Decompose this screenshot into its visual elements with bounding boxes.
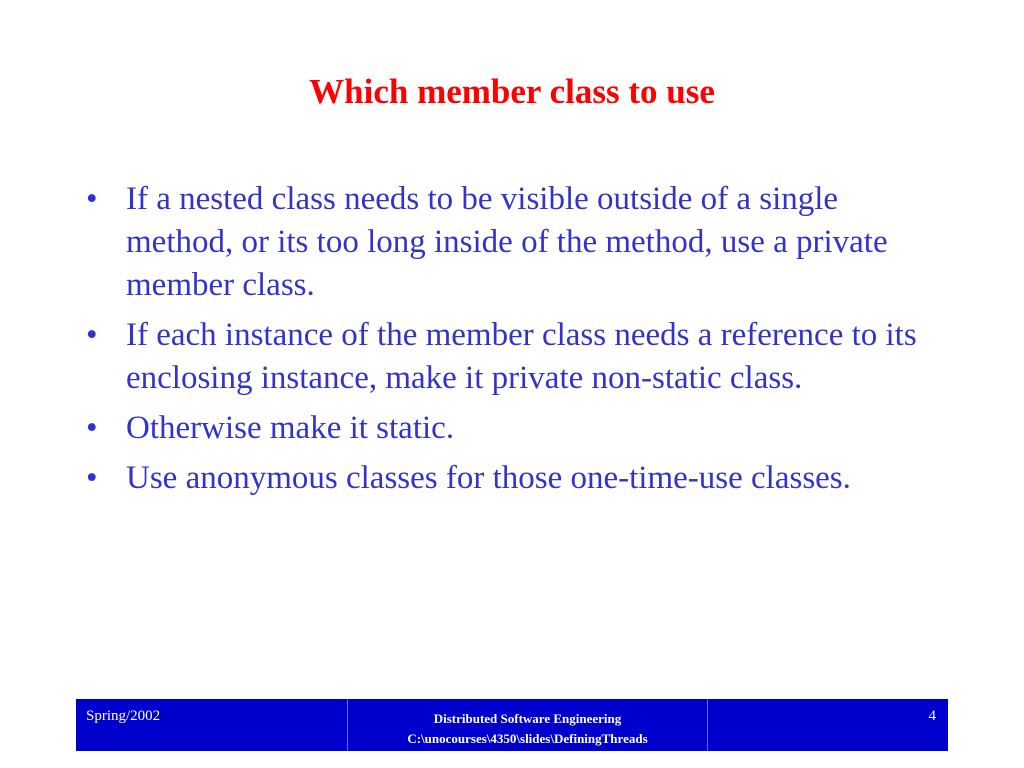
bullet-item xyxy=(86,178,946,307)
bullet-dot-icon: • xyxy=(86,181,98,217)
footer-bar xyxy=(76,699,948,751)
slide-title: Which member class to use xyxy=(309,72,715,111)
footer-course-info xyxy=(348,699,708,751)
bullet-item xyxy=(86,457,946,500)
bullet-dot-icon: • xyxy=(86,317,98,353)
footer-date: Spring/2002 xyxy=(76,699,348,751)
bullet-list xyxy=(86,178,946,507)
bullet-text: If each instance of the member class needs a reference to its enclosing instance, make it private non-static class. xyxy=(126,317,917,396)
footer-file-path: C:\unocourses\4350\slides\DefiningThreads xyxy=(407,731,648,746)
page-number: 4 xyxy=(928,708,936,724)
bullet-dot-icon: • xyxy=(86,410,98,446)
bullet-text: Otherwise make it static. xyxy=(126,410,455,446)
footer-course-title: Distributed Software Engineering xyxy=(433,711,622,726)
bullet-dot-icon: • xyxy=(86,460,98,496)
bullet-text: If a nested class needs to be visible outside of a single method, or its too long inside of the method, use a private member class. xyxy=(126,181,888,303)
bullet-item xyxy=(86,407,946,450)
bullet-text: Use anonymous classes for those one-time-use classes. xyxy=(126,460,851,496)
bullet-item xyxy=(86,314,946,400)
